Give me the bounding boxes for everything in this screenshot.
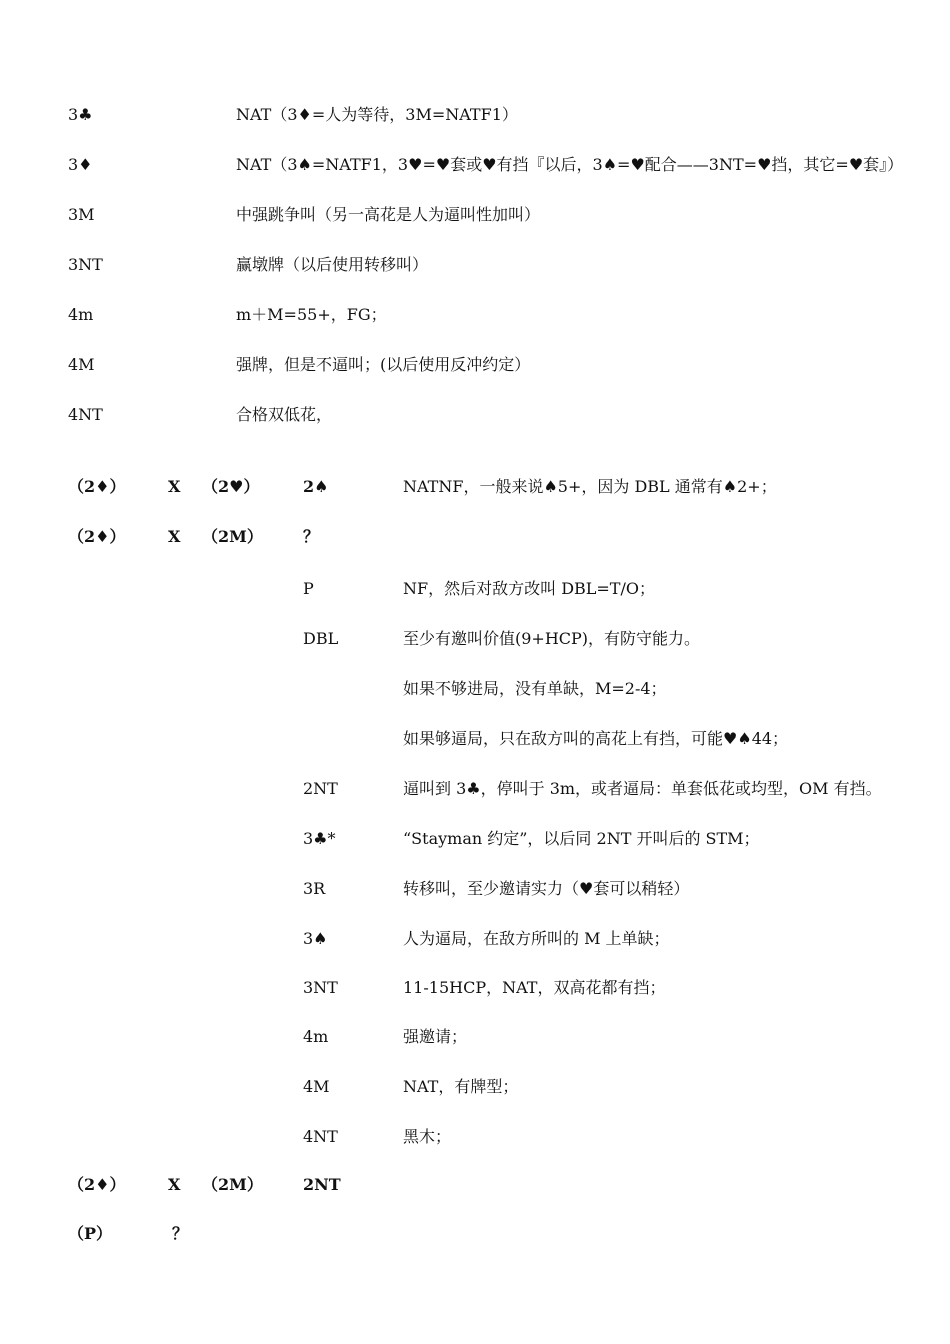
auction-call: ？ bbox=[303, 527, 320, 546]
bid-meaning: 合格双低花， bbox=[236, 405, 333, 424]
auction-meaning: NATNF，一般来说♠5+，因为 DBL 通常有♠2+； bbox=[403, 477, 777, 496]
bid-label: 3M bbox=[68, 205, 95, 224]
response-meaning: 人为逼局，在敌方所叫的 M 上单缺； bbox=[403, 929, 670, 948]
response-bid: 4m bbox=[303, 1027, 329, 1046]
response-bid: DBL bbox=[303, 629, 339, 648]
auction-call: （2M） bbox=[202, 527, 263, 546]
response-meaning: 11-15HCP，NAT，双高花都有挡； bbox=[403, 978, 666, 997]
bid-meaning: m＋M=55+，FG； bbox=[236, 305, 387, 324]
auction-call: （2♦） bbox=[68, 1175, 126, 1194]
response-meaning: “Stayman 约定”，以后同 2NT 开叫后的 STM； bbox=[403, 829, 760, 848]
response-bid: 3NT bbox=[303, 978, 338, 997]
response-bid: 3R bbox=[303, 879, 326, 898]
auction-call: X bbox=[168, 1175, 181, 1194]
response-meaning: 至少有邀叫价值(9+HCP)，有防守能力。 bbox=[403, 629, 701, 648]
bid-meaning: 强牌，但是不逼叫；(以后使用反冲约定） bbox=[236, 355, 531, 374]
response-meaning: 如果够逼局，只在敌方叫的高花上有挡，可能♥♠44； bbox=[403, 729, 789, 748]
auction-call: （2♦） bbox=[68, 477, 126, 496]
response-meaning: NAT，有牌型； bbox=[403, 1077, 519, 1096]
response-meaning: 黑木； bbox=[403, 1127, 452, 1146]
response-bid: 4M bbox=[303, 1077, 330, 1096]
response-bid: P bbox=[303, 579, 314, 598]
response-meaning: 强邀请； bbox=[403, 1027, 468, 1046]
bid-label: 4NT bbox=[68, 405, 103, 424]
response-meaning: 如果不够进局，没有单缺，M=2-4； bbox=[403, 679, 667, 698]
auction-call: X bbox=[168, 527, 181, 546]
auction-call: （2M） bbox=[202, 1175, 263, 1194]
bid-label: 4m bbox=[68, 305, 94, 324]
auction-call: （2♦） bbox=[68, 527, 126, 546]
auction-call: X bbox=[168, 477, 181, 496]
auction-call: ？ bbox=[172, 1224, 189, 1243]
bid-meaning: 中强跳争叫（另一高花是人为逼叫性加叫） bbox=[236, 205, 541, 224]
bid-meaning: NAT（3♠=NATF1，3♥=♥套或♥有挡『以后，3♠=♥配合——3NT=♥挡，其它=♥套』） bbox=[236, 155, 904, 174]
bid-meaning: 赢墩牌（以后使用转移叫） bbox=[236, 255, 429, 274]
bid-label: 3♦ bbox=[68, 155, 93, 174]
auction-call: 2♠ bbox=[303, 477, 329, 496]
response-meaning: NF，然后对敌方改叫 DBL=T/O； bbox=[403, 579, 655, 598]
response-bid: 2NT bbox=[303, 779, 338, 798]
bid-label: 3NT bbox=[68, 255, 103, 274]
response-bid: 4NT bbox=[303, 1127, 338, 1146]
bid-label: 3♣ bbox=[68, 105, 93, 124]
response-meaning: 逼叫到 3♣，停叫于 3m，或者逼局：单套低花或均型，OM 有挡。 bbox=[403, 779, 882, 798]
auction-call: 2NT bbox=[303, 1175, 341, 1194]
bid-label: 4M bbox=[68, 355, 95, 374]
bid-meaning: NAT（3♦=人为等待，3M=NATF1） bbox=[236, 105, 518, 124]
response-bid: 3♠ bbox=[303, 929, 328, 948]
auction-call: （P） bbox=[68, 1224, 113, 1243]
response-meaning: 转移叫，至少邀请实力（♥套可以稍轻） bbox=[403, 879, 690, 898]
auction-call: （2♥） bbox=[202, 477, 260, 496]
response-bid: 3♣* bbox=[303, 829, 336, 848]
